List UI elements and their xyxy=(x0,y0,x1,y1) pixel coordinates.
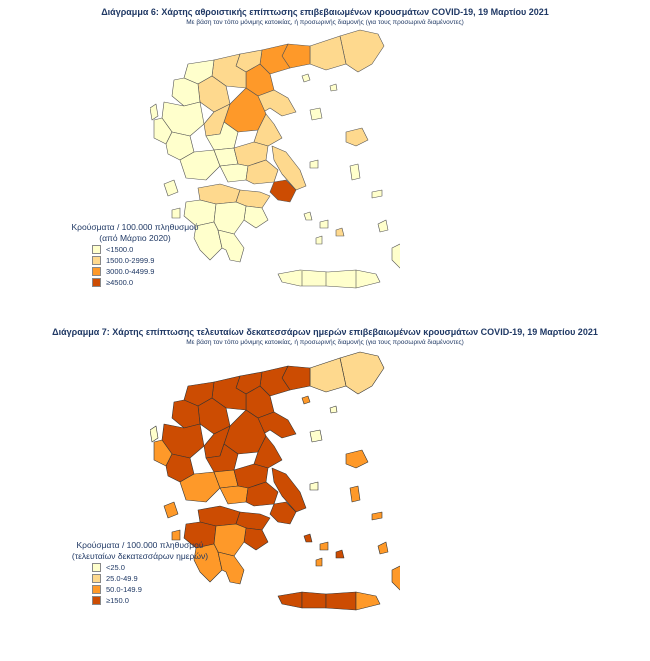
region-samos xyxy=(372,190,382,198)
map2-legend-subtitle: (τελευταίων δεκατεσσάρων ημερών) xyxy=(71,551,209,561)
region-lakonia xyxy=(218,230,244,262)
region-rhodes xyxy=(392,564,400,590)
region-thasos xyxy=(302,396,310,404)
map1-legend xyxy=(60,222,210,288)
region-crete-rethymno xyxy=(302,592,326,608)
map2-legend xyxy=(60,540,220,606)
region-lakonia xyxy=(218,552,244,584)
map2-subtitle: Με βάση τον τόπο μόνιμης κατοικίας, ή προσωρινής διαμονής (για τους προσωρινά διαμένοντες) xyxy=(186,339,464,346)
region-kefalonia xyxy=(164,502,178,518)
region-chios xyxy=(350,164,360,180)
map2-legend-item: <25.0 xyxy=(92,562,220,573)
region-thrace-east xyxy=(340,30,384,72)
region-fokida xyxy=(220,164,248,182)
map2-legend-title: Κρούσματα / 100.000 πληθυσμού xyxy=(76,540,204,550)
map1-legend-item: <1500.0 xyxy=(92,244,210,255)
region-cyclades-2 xyxy=(320,542,328,550)
region-skyros xyxy=(310,482,318,490)
region-arkadia xyxy=(214,202,246,234)
map2-legend-item: 50.0-149.9 xyxy=(92,584,220,595)
region-chios xyxy=(350,486,360,502)
map1-title: Διάγραμμα 6: Χάρτης αθροιστικής επίπτωσης επιβεβαιωμένων κρουσμάτων COVID-19, 19 Μαρτίου 2021 xyxy=(101,7,549,17)
region-dodecanese-1 xyxy=(378,220,388,232)
region-cyclades-3 xyxy=(336,550,344,558)
map2-title: Διάγραμμα 7: Χάρτης επίπτωσης τελευταίων δεκατεσσάρων ημερών επιβεβαιωμένων κρουσμάτων COVID-19, 19 Μαρτίου 2021 xyxy=(52,327,598,337)
region-corfu xyxy=(150,426,158,442)
region-crete-lasithi xyxy=(356,592,380,610)
region-limnos xyxy=(310,430,322,442)
region-rhodes xyxy=(392,242,400,268)
map2-legend-item: 25.0-49.9 xyxy=(92,573,220,584)
region-lesvos xyxy=(346,128,368,146)
map1-legend-item: 1500.0-2999.9 xyxy=(92,255,210,266)
region-zakynthos xyxy=(172,208,180,218)
map1-legend-subtitle: (από Μάρτιο 2020) xyxy=(99,233,171,243)
region-cyclades-2 xyxy=(320,220,328,228)
region-crete-heraklion xyxy=(326,592,356,610)
region-skyros xyxy=(310,160,318,168)
region-samos xyxy=(372,512,382,520)
region-crete xyxy=(278,270,380,288)
region-samothraki xyxy=(330,406,337,413)
region-dodecanese-1 xyxy=(378,542,388,554)
region-cyclades-1 xyxy=(304,212,312,220)
region-thrace-mid xyxy=(310,358,346,392)
region-kefalonia xyxy=(164,180,178,196)
region-zakynthos xyxy=(172,530,180,540)
map1-legend-title: Κρούσματα / 100.000 πληθυσμού xyxy=(71,222,199,232)
region-cyclades-1 xyxy=(304,534,312,542)
map2-legend-item: ≥150.0 xyxy=(92,595,220,606)
region-cyclades-3 xyxy=(336,228,344,236)
region-thrace-east xyxy=(340,352,384,394)
region-lesvos xyxy=(346,450,368,468)
region-argolida xyxy=(244,528,268,550)
region-limnos xyxy=(310,108,322,120)
region-thasos xyxy=(302,74,310,82)
region-fokida xyxy=(220,486,248,504)
region-cyclades-4 xyxy=(316,558,322,566)
map1-subtitle: Με βάση τον τόπο μόνιμης κατοικίας, ή προσωρινής διαμονής (για τους προσωρινά διαμένοντες) xyxy=(186,19,464,26)
region-samothraki xyxy=(330,84,337,91)
region-argolida xyxy=(244,206,268,228)
map1-legend-item: 3000.0-4499.9 xyxy=(92,266,210,277)
region-corfu xyxy=(150,104,158,120)
region-crete-west xyxy=(278,592,302,608)
region-thrace-mid xyxy=(310,36,346,70)
region-cyclades-4 xyxy=(316,236,322,244)
map1-legend-item: ≥4500.0 xyxy=(92,277,210,288)
